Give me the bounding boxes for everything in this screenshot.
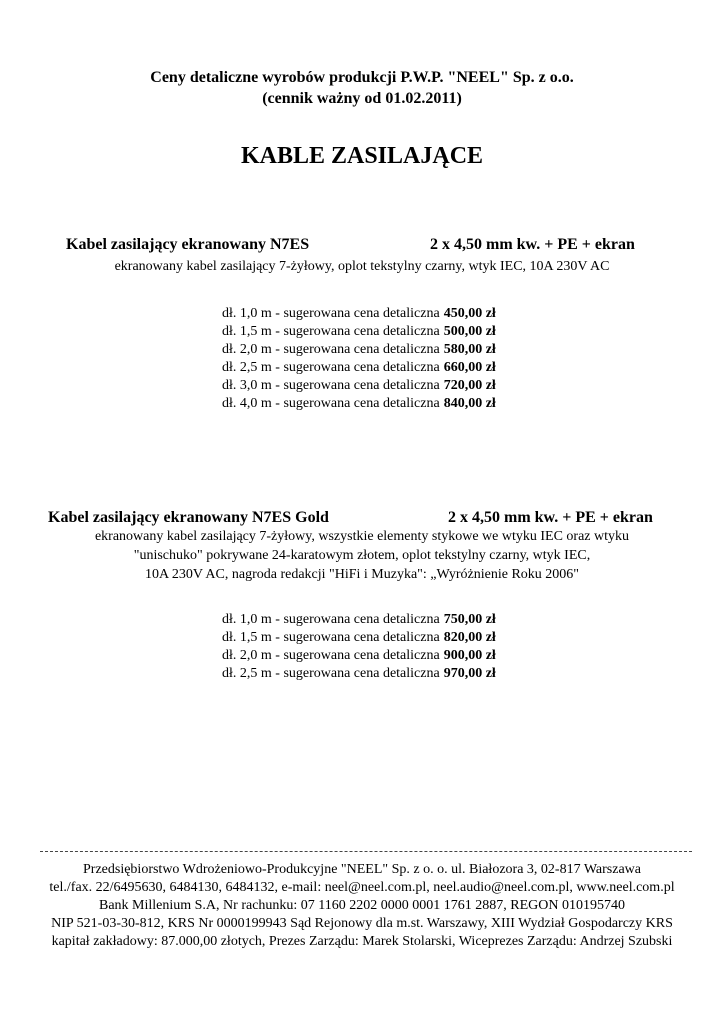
product-name: Kabel zasilający ekranowany N7ES bbox=[66, 236, 310, 253]
header-validity-line: (cennik ważny od 01.02.2011) bbox=[262, 90, 462, 107]
price-label: dł. 1,0 m - sugerowana cena detaliczna bbox=[222, 612, 440, 627]
footer-line: tel./fax. 22/6495630, 6484130, 6484132, e-mail: neel@neel.com.pl, neel.audio@neel.com.pl, www.neel.com.pl bbox=[49, 880, 675, 895]
price-row bbox=[222, 665, 496, 683]
price-list bbox=[222, 611, 496, 683]
price-label: dł. 2,0 m - sugerowana cena detaliczna bbox=[222, 648, 440, 663]
price-label: dł. 4,0 m - sugerowana cena detaliczna bbox=[222, 396, 440, 411]
product-description bbox=[0, 257, 724, 276]
price-label: dł. 1,5 m - sugerowana cena detaliczna bbox=[222, 324, 440, 339]
footer-line: Przedsiębiorstwo Wdrożeniowo-Produkcyjne "NEEL" Sp. z o. o. ul. Białozora 3, 02-817 Warszawa bbox=[83, 862, 641, 877]
price-label: dł. 2,5 m - sugerowana cena detaliczna bbox=[222, 360, 440, 375]
price-list bbox=[222, 305, 496, 413]
product-description bbox=[0, 527, 724, 584]
price-row bbox=[222, 341, 496, 359]
footer-line: Bank Millenium S.A, Nr rachunku: 07 1160 2202 0000 0001 1761 2887, REGON 010195740 bbox=[98, 898, 625, 913]
price-value: 720,00 zł bbox=[443, 378, 496, 393]
price-row bbox=[222, 611, 496, 629]
footer-line: NIP 521-03-30-812, KRS Nr 0000199943 Sąd Rejonowy dla m.st. Warszawy, XIII Wydział Gospodarczy KRS bbox=[51, 916, 673, 931]
price-label: dł. 1,5 m - sugerowana cena detaliczna bbox=[222, 630, 440, 645]
price-label: dł. 1,0 m - sugerowana cena detaliczna bbox=[222, 306, 440, 321]
price-label: dł. 3,0 m - sugerowana cena detaliczna bbox=[222, 378, 440, 393]
price-row bbox=[222, 305, 496, 323]
price-value: 750,00 zł bbox=[443, 612, 496, 627]
page-title: KABLE ZASILAJĄCE bbox=[240, 143, 484, 169]
price-value: 970,00 zł bbox=[443, 666, 496, 681]
product-name: Kabel zasilający ekranowany N7ES Gold bbox=[48, 509, 329, 526]
footer-line: kapitał zakładowy: 87.000,00 złotych, Prezes Zarządu: Marek Stolarski, Wiceprezes Zarządu: Andrzej Szubski bbox=[51, 934, 673, 949]
price-value: 500,00 zł bbox=[443, 324, 496, 339]
price-value: 840,00 zł bbox=[443, 396, 496, 411]
price-label: dł. 2,0 m - sugerowana cena detaliczna bbox=[222, 342, 440, 357]
description-line: "unischuko" pokrywane 24-karatowym złotem, oplot tekstylny czarny, wtyk IEC, bbox=[133, 548, 591, 563]
footer-divider bbox=[40, 851, 692, 852]
product-spec: 2 x 4,50 mm kw. + PE + ekran bbox=[430, 236, 635, 253]
price-value: 900,00 zł bbox=[443, 648, 496, 663]
price-value: 580,00 zł bbox=[443, 342, 496, 357]
price-row bbox=[222, 647, 496, 665]
price-value: 450,00 zł bbox=[443, 306, 496, 321]
description-line: ekranowany kabel zasilający 7-żyłowy, oplot tekstylny czarny, wtyk IEC, 10A 230V AC bbox=[114, 259, 610, 274]
header-company-line: Ceny detaliczne wyrobów produkcji P.W.P. "NEEL" Sp. z o.o. bbox=[150, 69, 574, 86]
description-line: ekranowany kabel zasilający 7-żyłowy, wszystkie elementy stykowe we wtyku IEC oraz wtyku bbox=[94, 529, 630, 544]
price-row bbox=[222, 359, 496, 377]
price-row bbox=[222, 395, 496, 413]
price-row bbox=[222, 629, 496, 647]
description-line: 10A 230V AC, nagroda redakcji "HiFi i Muzyka": „Wyróżnienie Roku 2006" bbox=[144, 567, 580, 582]
price-row bbox=[222, 377, 496, 395]
price-label: dł. 2,5 m - sugerowana cena detaliczna bbox=[222, 666, 440, 681]
product-spec: 2 x 4,50 mm kw. + PE + ekran bbox=[448, 509, 653, 526]
company-footer bbox=[0, 861, 724, 951]
price-value: 820,00 zł bbox=[443, 630, 496, 645]
price-row bbox=[222, 323, 496, 341]
price-value: 660,00 zł bbox=[443, 360, 496, 375]
